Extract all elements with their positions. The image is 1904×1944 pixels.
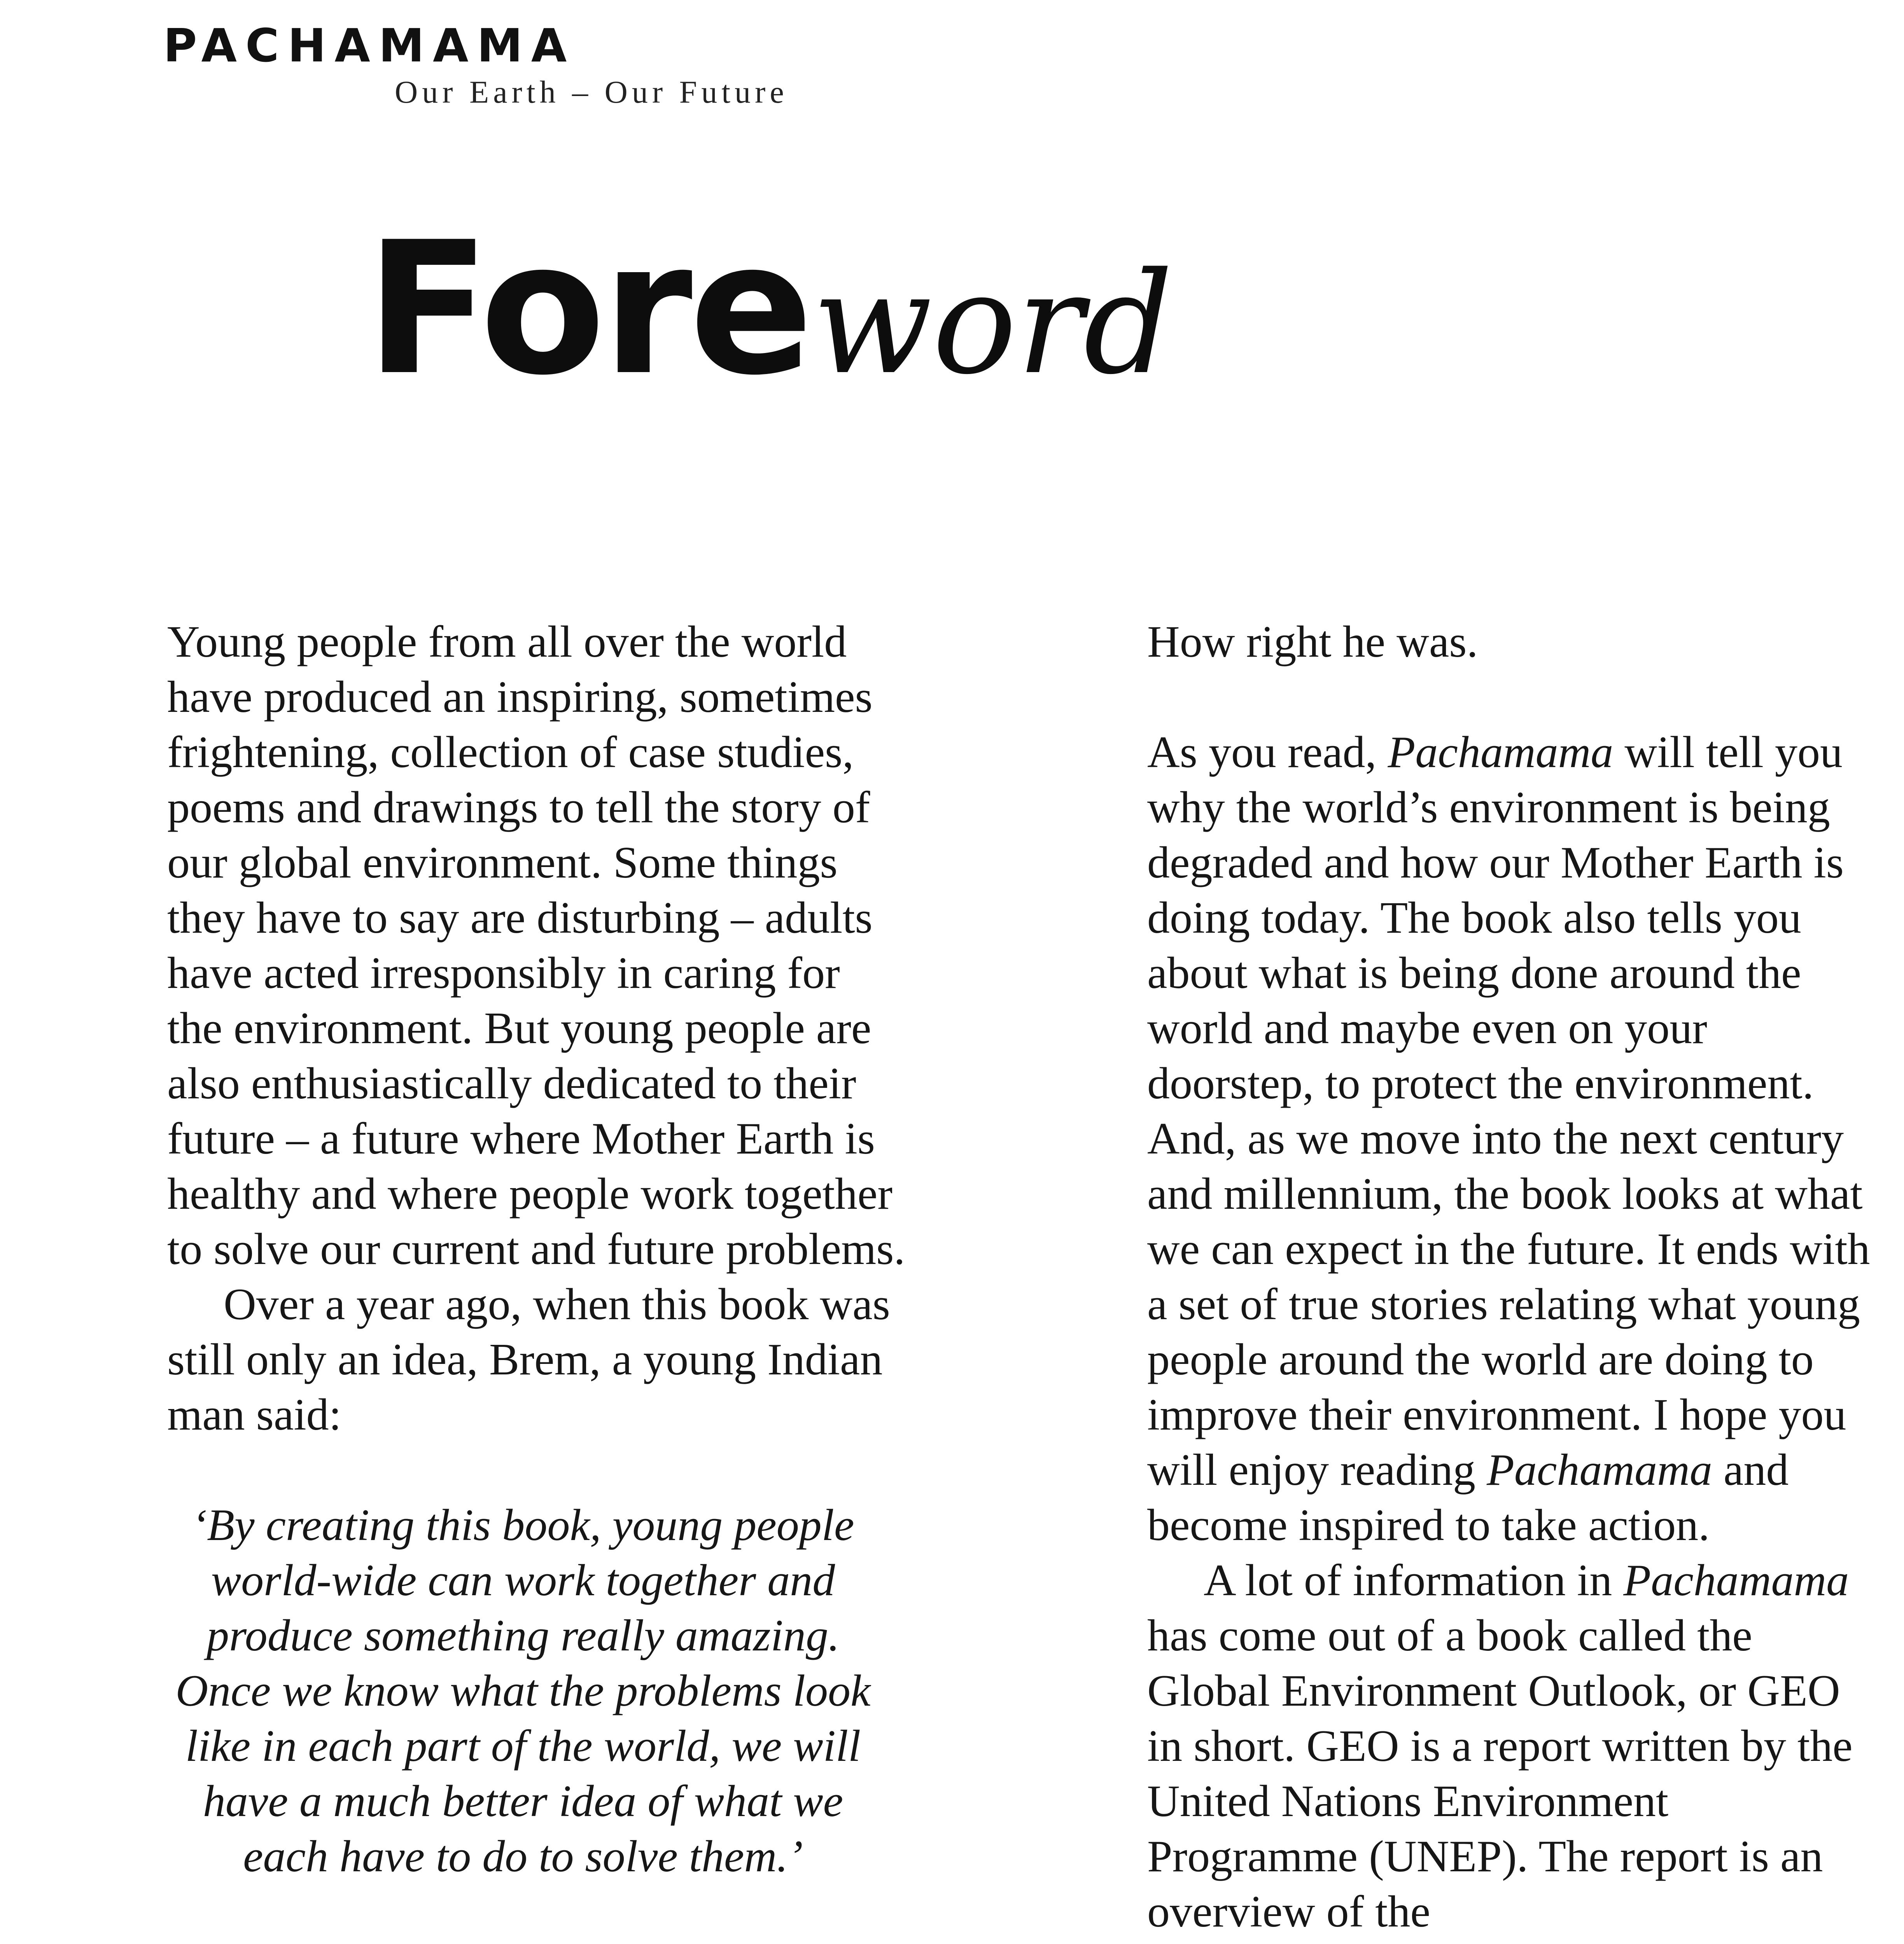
book-title: Pachamama bbox=[1623, 1556, 1849, 1605]
text-run: A lot of information in bbox=[1204, 1556, 1624, 1605]
text-run: and become inspired to take action. bbox=[1147, 1445, 1789, 1550]
page-title bbox=[366, 203, 1173, 415]
intro-paragraph: Young people from all over the world have produced an inspiring, sometimes frightening, collection of case studies, poems and drawings to tell the story of our global environment. Some things they have to say are disturbing – adults have acted irresponsibly in caring for the environment. But young people are also enthusiastically dedicated to their future – a future where Mother Earth is healthy and where people work together to solve our current and future problems. bbox=[167, 617, 905, 1274]
how-right-paragraph: How right he was. bbox=[1147, 617, 1478, 667]
left-column bbox=[167, 614, 906, 1884]
book-title: Pachamama bbox=[1388, 727, 1614, 777]
brem-paragraph: Over a year ago, when this book was still only an idea, Brem, a young Indian man said: bbox=[167, 1280, 890, 1440]
right-column bbox=[1147, 614, 1878, 1939]
text-run: As you read, bbox=[1147, 727, 1388, 777]
tagline: Our Earth – Our Future bbox=[395, 74, 788, 110]
geo-paragraph bbox=[1147, 1553, 1878, 1939]
text-run: has come out of a book called the Global Environment Outlook, or GEO in short. GEO is a report written by the United Nations Environment Programme (UNEP). The report is an overview of the bbox=[1147, 1611, 1853, 1937]
brem-quote: ‘By creating this book, young people world-wide can work together and produce something really amazing. Once we know what the problems look like in each part of the world, we will have a much better idea of what we each have to do to solve them.’ bbox=[175, 1500, 871, 1881]
text-run: will tell you why the world’s environment is being degraded and how our Mother Earth is doing today. The book also tells you about what is being done around the world and maybe even on your doorstep, to protect the environment. And, as we move into the next century and millennium, the book looks at what we can expect in the future. It ends with a set of true stories relating what young people around the world are doing to improve their environment. I hope you will enjoy reading bbox=[1147, 727, 1870, 1495]
book-title: Pachamama bbox=[1487, 1445, 1712, 1495]
title-bold-part: Fore bbox=[366, 203, 810, 415]
title-script-part: word bbox=[812, 242, 1173, 405]
brand-name: PACHAMAMA bbox=[163, 19, 576, 72]
as-you-read-paragraph bbox=[1147, 725, 1878, 1553]
